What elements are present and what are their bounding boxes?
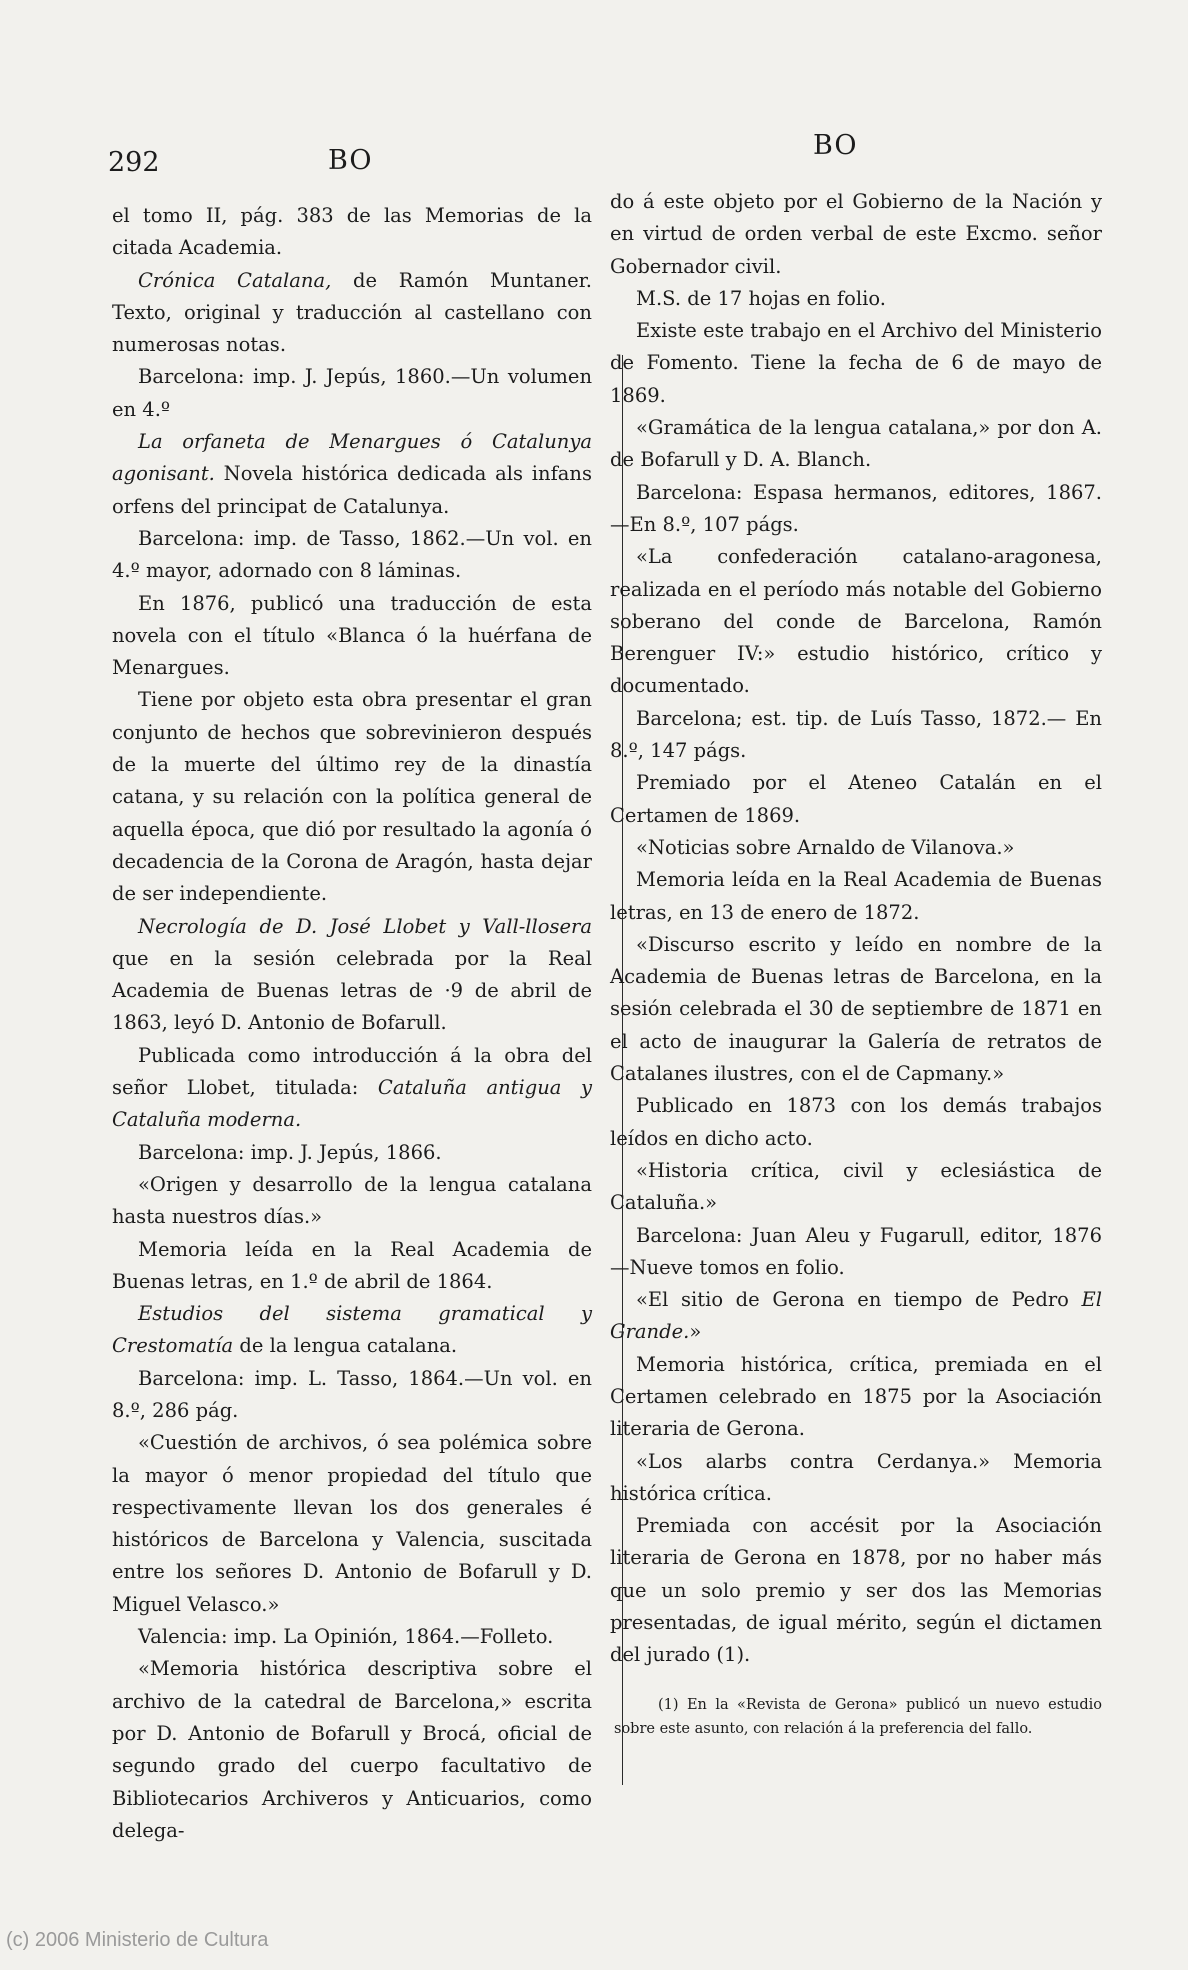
page-number: 292 bbox=[108, 147, 160, 178]
paragraph: Memoria histórica, crítica, premiada en el Certamen celebrado en 1875 por la Asociación literaria de Gerona. bbox=[610, 1352, 1102, 1441]
paragraph: Barcelona: imp. L. Tasso, 1864.—Un vol. en 8.º, 286 pág. bbox=[112, 1366, 592, 1422]
paragraph: «Los alarbs contra Cerdanya.» Memoria histórica crítica. bbox=[610, 1449, 1102, 1505]
paragraph: Valencia: imp. La Opinión, 1864.—Folleto. bbox=[138, 1625, 554, 1649]
paragraph: Barcelona: Espasa hermanos, editores, 1867. —En 8.º, 107 págs. bbox=[610, 480, 1102, 536]
copyright-watermark: (c) 2006 Ministerio de Cultura bbox=[6, 1929, 269, 1951]
paragraph: Barcelona: imp. J. Jepús, 1866. bbox=[138, 1140, 442, 1164]
left-column bbox=[112, 200, 592, 1847]
paragraph: Premiado por el Ateneo Catalán en el Certamen de 1869. bbox=[610, 771, 1102, 827]
footnote-text: (1) En la «Revista de Gerona» publicó un nuevo estudio sobre este asunto, con relación á la preferencia del fallo. bbox=[614, 1697, 1102, 1737]
paragraph: «Cuestión de archivos, ó sea polémica sobre la mayor ó menor propiedad del título que respectivamente llevan los dos generales é históricos de Barcelona y Valencia, suscitada entre los señores D. Antonio de Bofarull y D. Miguel Velasco.» bbox=[112, 1431, 592, 1616]
paragraph: Barcelona: imp. J. Jepús, 1860.—Un volumen en 4.º bbox=[112, 365, 592, 421]
paragraph: La orfaneta de Menargues ó Catalunya agonisant. Novela histórica dedicada als infans orfens del principat de Catalunya. bbox=[112, 430, 592, 518]
paragraph: Publicado en 1873 con los demás trabajos leídos en dicho acto. bbox=[610, 1094, 1102, 1150]
paragraph: «El sitio de Gerona en tiempo de Pedro El Grande.» bbox=[610, 1288, 1102, 1344]
paragraph: Premiada con accésit por la Asociación literaria de Gerona en 1878, por no haber más que un solo premio y ser dos las Memorias presentadas, de igual mérito, según el dictamen del jurado (1). bbox=[610, 1514, 1102, 1667]
paragraph: «Memoria histórica descriptiva sobre el archivo de la catedral de Barcelona,» escrita por D. Antonio de Bofarull y Brocá, oficial de segundo grado del cuerpo facultativo de Bibliotecarios Archiveros y Anticuarios, como delega- bbox=[112, 1657, 592, 1842]
paragraph: «Historia crítica, civil y eclesiástica de Cataluña.» bbox=[610, 1158, 1102, 1215]
paragraph: Tiene por objeto esta obra presentar el gran conjunto de hechos que sobrevinieron después de la muerte del último rey de la dinastía catana, y su relación con la política general de aquella época, que dió por resultado la agonía ó decadencia de la Corona de Aragón, hasta dejar de ser independiente. bbox=[112, 688, 592, 906]
paragraph: «Origen y desarrollo de la lengua catalana hasta nuestros días.» bbox=[112, 1172, 592, 1229]
paragraph: Estudios del sistema gramatical y Crestomatía de la lengua catalana. bbox=[112, 1302, 592, 1358]
paragraph: «Discurso escrito y leído en nombre de la Academia de Buenas letras de Barcelona, en la sesión celebrada el 30 de septiembre de 1871 en el acto de inaugurar la Galería de retratos de Catalanes ilustres, con el de Capmany.» bbox=[610, 932, 1102, 1086]
paragraph: Memoria leída en la Real Academia de Buenas letras, en 1.º de abril de 1864. bbox=[112, 1237, 592, 1293]
paragraph: M.S. de 17 hojas en folio. bbox=[636, 286, 886, 310]
paragraph: Necrología de D. José Llobet y Vall-llosera que en la sesión celebrada por la Real Academia de Buenas letras de ·9 de abril de 1863, leyó D. Antonio de Bofarull. bbox=[112, 914, 592, 1035]
paragraph: «Noticias sobre Arnaldo de Vilanova.» bbox=[636, 835, 1015, 859]
paragraph: Existe este trabajo en el Archivo del Ministerio de Fomento. Tiene la fecha de 6 de mayo de 1869. bbox=[610, 319, 1102, 407]
paragraph: «Gramática de la lengua catalana,» por don A. de Bofarull y D. A. Blanch. bbox=[610, 416, 1102, 472]
right-column bbox=[610, 186, 1102, 1672]
running-head-right: BO bbox=[813, 130, 858, 161]
paragraph: En 1876, publicó una traducción de esta novela con el título «Blanca ó la huérfana de Menargues. bbox=[112, 591, 592, 680]
running-head-left: BO bbox=[328, 145, 373, 176]
paragraph: Barcelona; est. tip. de Luís Tasso, 1872.— En 8.º, 147 págs. bbox=[610, 706, 1102, 763]
paragraph: Memoria leída en la Real Academia de Buenas letras, en 13 de enero de 1872. bbox=[610, 868, 1102, 924]
paragraph: el tomo II, pág. 383 de las Memorias de la citada Academia. bbox=[112, 204, 592, 260]
footnote bbox=[614, 1693, 1102, 1741]
paragraph: Crónica Catalana, de Ramón Muntaner. Texto, original y traducción al castellano con numerosas notas. bbox=[112, 268, 593, 357]
paragraph: do á este objeto por el Gobierno de la Nación y en virtud de orden verbal de este Excmo. señor Gobernador civil. bbox=[610, 190, 1102, 278]
paragraph: Publicada como introducción á la obra del señor Llobet, titulada: Cataluña antigua y Cataluña moderna. bbox=[112, 1043, 592, 1132]
paragraph: Barcelona: imp. de Tasso, 1862.—Un vol. en 4.º mayor, adornado con 8 láminas. bbox=[112, 526, 592, 583]
paragraph: Barcelona: Juan Aleu y Fugarull, editor, 1876 —Nueve tomos en folio. bbox=[610, 1223, 1102, 1279]
paragraph: «La confederación catalano-aragonesa, realizada en el período más notable del Gobierno soberano del conde de Barcelona, Ramón Berenguer IV:» estudio histórico, crítico y documentado. bbox=[610, 545, 1102, 698]
